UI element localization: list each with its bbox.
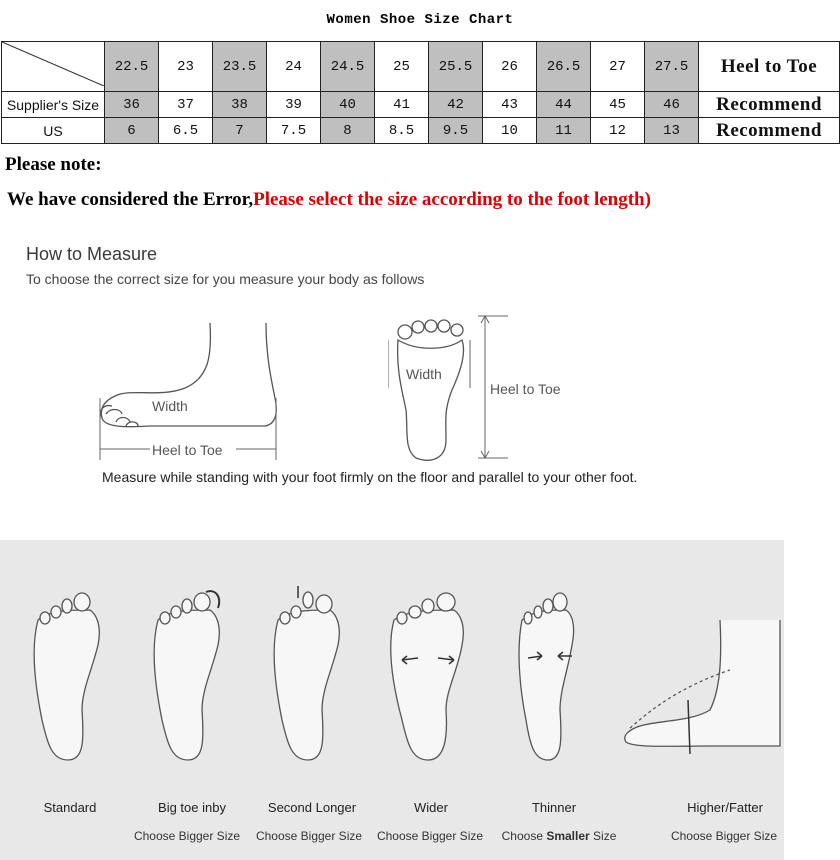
table-cell: 26 bbox=[483, 42, 537, 92]
table-cell: 23.5 bbox=[213, 42, 267, 92]
big-toe-inby-foot-icon bbox=[154, 591, 219, 760]
table-cell: 10 bbox=[483, 118, 537, 144]
foot-type-name: Wider bbox=[414, 800, 448, 815]
foot-type-advice: Choose Bigger Size bbox=[133, 829, 241, 843]
table-cell: 9.5 bbox=[429, 118, 483, 144]
table-cell: 44 bbox=[537, 92, 591, 118]
foot-types-illustrations bbox=[0, 580, 784, 820]
thinner-foot-icon bbox=[519, 593, 574, 760]
heel-to-toe-header: Heel to Toe bbox=[699, 42, 840, 92]
table-cell: 6 bbox=[105, 118, 159, 144]
foot-type-name: Thinner bbox=[531, 800, 577, 815]
note-text bbox=[7, 189, 651, 211]
foot-type-advice bbox=[484, 829, 634, 843]
higher-fatter-foot-icon bbox=[625, 620, 780, 754]
wider-foot-icon bbox=[391, 593, 464, 760]
table-cell: 27.5 bbox=[645, 42, 699, 92]
table-cell: 36 bbox=[105, 92, 159, 118]
table-cell: 27 bbox=[591, 42, 645, 92]
row-label: Supplier's Size bbox=[2, 92, 105, 118]
advice-text: Choose bbox=[501, 829, 547, 843]
table-cell: 7 bbox=[213, 118, 267, 144]
table-cell: 13 bbox=[645, 118, 699, 144]
side-width-label: Width bbox=[152, 398, 188, 414]
foot-type-advice: Choose Bigger Size bbox=[670, 829, 778, 843]
foot-types-panel bbox=[0, 540, 784, 860]
measure-subtitle: To choose the correct size for you measure your body as follows bbox=[26, 271, 425, 287]
foot-type-advice: Choose Bigger Size bbox=[376, 829, 484, 843]
table-cell: 6.5 bbox=[159, 118, 213, 144]
table-cell: 42 bbox=[429, 92, 483, 118]
table-cell: 11 bbox=[537, 118, 591, 144]
foot-side-view-illustration bbox=[90, 318, 290, 468]
side-heel-to-toe-label: Heel to Toe bbox=[152, 442, 223, 458]
chart-title: Women Shoe Size Chart bbox=[326, 12, 514, 28]
table-cell: 23 bbox=[159, 42, 213, 92]
table-row-heel-to-toe bbox=[2, 42, 840, 92]
note-label: Please note: bbox=[5, 154, 102, 175]
table-cell: 45 bbox=[591, 92, 645, 118]
table-cell: 37 bbox=[159, 92, 213, 118]
measure-title: How to Measure bbox=[26, 244, 158, 264]
size-table bbox=[1, 41, 840, 144]
table-cell: 26.5 bbox=[537, 42, 591, 92]
advice-bold: Smaller bbox=[546, 829, 590, 843]
table-cell: 8.5 bbox=[375, 118, 429, 144]
table-cell: 24.5 bbox=[321, 42, 375, 92]
foot-type-name: Big toe inby bbox=[158, 800, 226, 815]
table-cell: 7.5 bbox=[267, 118, 321, 144]
table-row-us bbox=[2, 118, 840, 144]
row-label: US bbox=[2, 118, 105, 144]
diagonal-header-cell bbox=[2, 42, 105, 92]
foot-type-name: Higher/Fatter bbox=[687, 800, 763, 815]
table-cell: 43 bbox=[483, 92, 537, 118]
table-cell: 40 bbox=[321, 92, 375, 118]
table-cell: 38 bbox=[213, 92, 267, 118]
table-cell: 39 bbox=[267, 92, 321, 118]
foot-type-name: Standard bbox=[43, 800, 97, 815]
table-row-supplier-size bbox=[2, 92, 840, 118]
diagonal-line bbox=[2, 42, 104, 86]
note-text-black: We have considered the Error, bbox=[7, 189, 254, 210]
foot-sole-view-illustration bbox=[388, 310, 608, 465]
table-cell: 46 bbox=[645, 92, 699, 118]
table-cell: 8 bbox=[321, 118, 375, 144]
foot-type-advice: Choose Bigger Size bbox=[255, 829, 363, 843]
table-cell: 24 bbox=[267, 42, 321, 92]
recommend-cell: Recommend bbox=[699, 118, 840, 144]
note-text-red: Please select the size according to the foot length) bbox=[253, 189, 651, 210]
measure-instruction: Measure while standing with your foot firmly on the floor and parallel to your other foot. bbox=[102, 469, 638, 485]
table-cell: 25 bbox=[375, 42, 429, 92]
table-cell: 41 bbox=[375, 92, 429, 118]
table-cell: 22.5 bbox=[105, 42, 159, 92]
sole-heel-to-toe-label: Heel to Toe bbox=[490, 381, 561, 397]
recommend-cell: Recommend bbox=[699, 92, 840, 118]
second-longer-foot-icon bbox=[274, 586, 339, 760]
table-cell: 12 bbox=[591, 118, 645, 144]
sole-width-label: Width bbox=[406, 366, 442, 382]
table-cell: 25.5 bbox=[429, 42, 483, 92]
foot-type-name: Second Longer bbox=[267, 800, 357, 815]
advice-end: Size bbox=[589, 829, 617, 843]
standard-foot-icon bbox=[34, 593, 99, 760]
